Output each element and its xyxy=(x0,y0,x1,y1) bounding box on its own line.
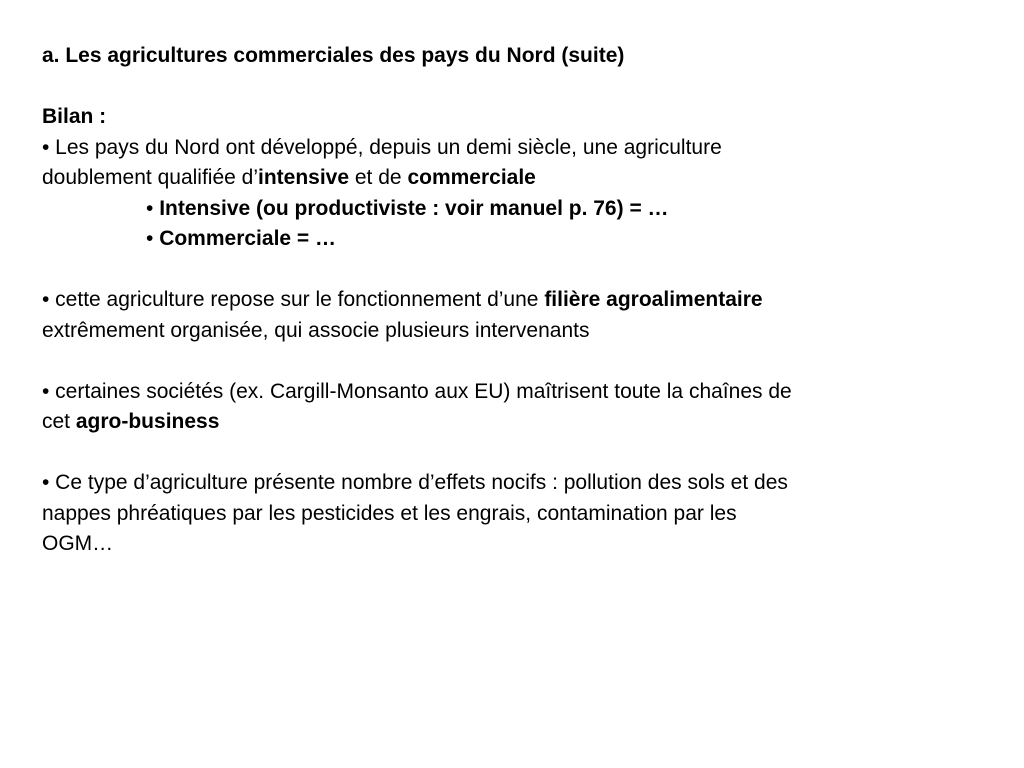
sub-item-commerciale xyxy=(42,224,984,255)
paragraph-line: • Ce type d’agriculture présente nombre d’effets nocifs : pollution des sols et des xyxy=(42,471,788,494)
paragraph-line xyxy=(42,163,984,194)
paragraph-line: extrêmement organisée, qui associe plusieurs intervenants xyxy=(42,318,590,342)
keyword-intensive: intensive xyxy=(258,166,350,189)
text-run: • cette agriculture repose sur le fonctionnement d’une xyxy=(42,288,545,311)
spacer xyxy=(42,346,984,377)
paragraph-line: nappes phréatiques par les pesticides et les engrais, contamination par les xyxy=(42,501,737,525)
sub-item-text: Commerciale = … xyxy=(159,227,337,250)
sub-item-text: Intensive (ou productiviste : voir manuel p. 76) = … xyxy=(159,196,669,220)
keyword-commerciale: commerciale xyxy=(407,166,536,189)
paragraph-line: OGM… xyxy=(42,532,114,555)
paragraph-line: • certaines sociétés (ex. Cargill-Monsanto aux EU) maîtrisent toute la chaînes de xyxy=(42,379,792,403)
spacer xyxy=(42,255,984,286)
slide-heading: a. Les agricultures commerciales des pays du Nord (suite) xyxy=(42,44,625,67)
keyword-agro-business: agro-business xyxy=(75,410,220,433)
paragraph-line xyxy=(42,285,984,316)
paragraph-agro-business xyxy=(42,377,984,438)
text-run: doublement qualifiée d’ xyxy=(42,166,258,189)
paragraph-filiere xyxy=(42,285,984,346)
bullet: • xyxy=(146,196,160,220)
keyword-filiere-agroalimentaire: filière agroalimentaire xyxy=(544,288,763,311)
spacer xyxy=(42,438,984,469)
text-run: et de xyxy=(349,166,408,189)
paragraph-effets-nocifs xyxy=(42,468,984,560)
bilan-label: Bilan : xyxy=(42,105,107,128)
text-run: cet xyxy=(42,410,76,433)
paragraph-line xyxy=(42,407,984,438)
paragraph-intensive-commerciale xyxy=(42,133,984,255)
sub-item-intensive xyxy=(42,194,984,225)
paragraph-line: • Les pays du Nord ont développé, depuis un demi siècle, une agriculture xyxy=(42,135,722,159)
bullet: • xyxy=(146,227,160,250)
spacer xyxy=(42,72,984,103)
